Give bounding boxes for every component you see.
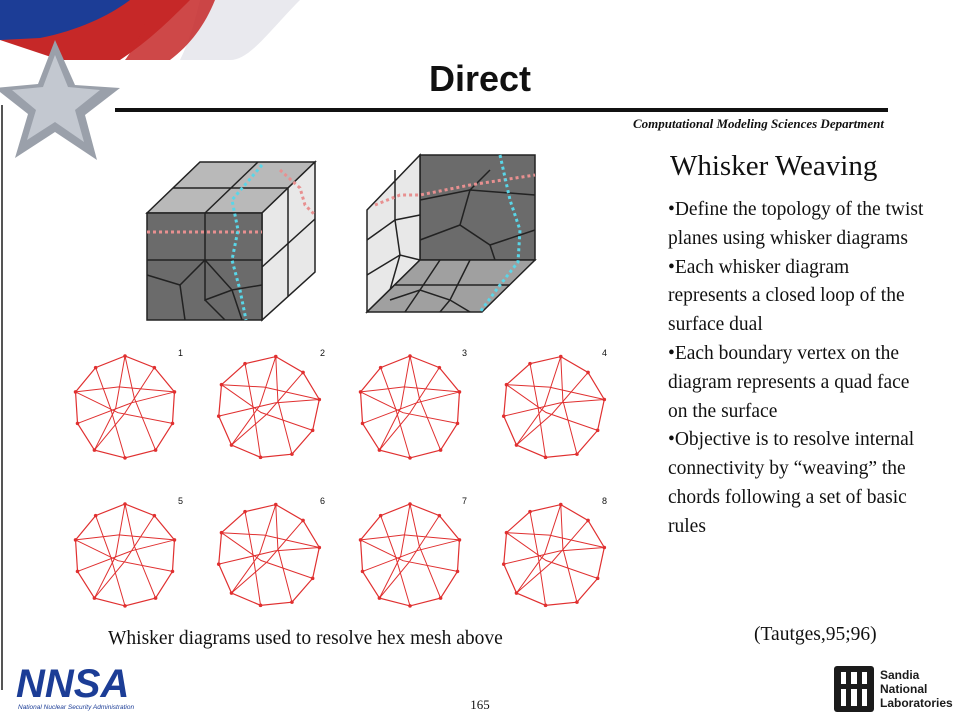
bullet-item: •Each boundary vertex on the diagram represents a quad face on the surface xyxy=(668,342,910,422)
whisker-diagram-id: 8 xyxy=(602,496,608,506)
bullet-item: •Objective is to resolve internal connectivity by “weaving” the chords following a set of basic rules xyxy=(668,429,915,537)
citation: (Tautges,95;96) xyxy=(754,624,877,645)
nnsa-logo xyxy=(12,662,177,711)
nnsa-logo-subtitle: National Nuclear Security Administration xyxy=(18,704,135,711)
sandia-logo-line: National xyxy=(880,682,928,696)
section-heading: Whisker Weaving xyxy=(670,150,878,182)
department-label: Computational Modeling Sciences Department xyxy=(633,116,884,131)
sandia-logo-line: Sandia xyxy=(880,668,920,682)
sandia-logo-line: Laboratories xyxy=(880,696,953,710)
bullet-item: •Define the topology of the twist planes using whisker diagrams xyxy=(668,199,924,249)
bullet-item: •Each whisker diagram represents a closed loop of the surface dual xyxy=(668,256,905,336)
whisker-diagram-id: 2 xyxy=(320,348,326,358)
page-number: 165 xyxy=(470,697,490,712)
whisker-diagram-id: 7 xyxy=(462,496,468,506)
whisker-diagram-id: 3 xyxy=(462,348,468,358)
whisker-diagram-id: 4 xyxy=(602,348,608,358)
slide-title: Direct xyxy=(428,58,532,99)
whisker-diagram-id: 6 xyxy=(320,496,326,506)
whisker-diagram-id: 1 xyxy=(178,348,184,358)
figure-caption: Whisker diagrams used to resolve hex mesh above xyxy=(108,628,503,649)
sandia-logo xyxy=(832,662,953,712)
whisker-diagram-id: 5 xyxy=(178,496,184,506)
nnsa-logo-text: NNSA xyxy=(16,662,130,706)
